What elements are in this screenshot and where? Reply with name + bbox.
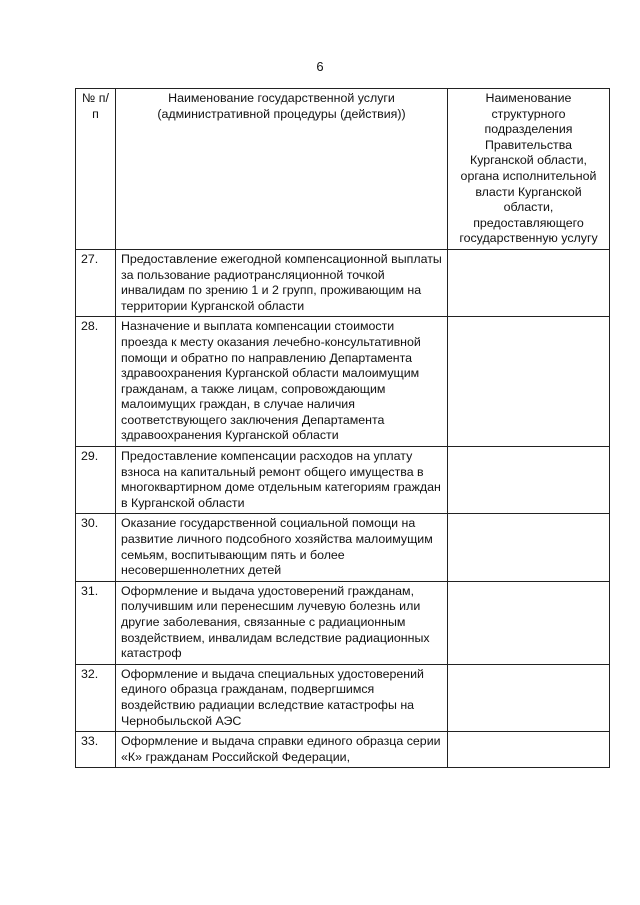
- table-row: [76, 664, 610, 731]
- row-department: [448, 514, 610, 581]
- row-service-name: Предоставление ежегодной компенсационной выплаты за пользование радиотрансляционной точкой инвалидам по зрению 1 и 2 групп, проживающим на территории Курганской области: [116, 249, 448, 316]
- table-row: [76, 514, 610, 581]
- table-row: [76, 581, 610, 664]
- row-number: 27.: [76, 249, 116, 316]
- page-number: 6: [316, 59, 324, 74]
- header-number: № п/п: [76, 89, 116, 250]
- table-row: [76, 249, 610, 316]
- table-row: [76, 447, 610, 514]
- table-row: [76, 317, 610, 447]
- row-service-name: Предоставление компенсации расходов на уплату взноса на капитальный ремонт общего имущества в многоквартирном доме отдельным категориям граждан в Курганской области: [116, 447, 448, 514]
- row-department: [448, 664, 610, 731]
- row-service-name: Оказание государственной социальной помощи на развитие личного подсобного хозяйства малоимущим семьям, воспитывающим пять и более несовершеннолетних детей: [116, 514, 448, 581]
- row-service-name: Оформление и выдача удостоверений гражданам, получившим или перенесшим лучевую болезнь или другие заболевания, связанные с радиационным воздействием, инвалидам вследствие радиационных катастроф: [116, 581, 448, 664]
- row-department: [448, 447, 610, 514]
- row-service-name: Оформление и выдача справки единого образца серии «К» гражданам Российской Федерации,: [116, 732, 448, 768]
- header-service-name: Наименование государственной услуги (административной процедуры (действия)): [116, 89, 448, 250]
- row-number: 31.: [76, 581, 116, 664]
- row-number: 30.: [76, 514, 116, 581]
- row-department: [448, 732, 610, 768]
- row-service-name: Назначение и выплата компенсации стоимости проезда к месту оказания лечебно-консультативной помощи и обратно по направлению Департамента здравоохранения Курганской области малоимущим гражданам, а также лицам, сопровождающим малоимущих граждан, в случае наличия соответствующего заключения Департамента здравоохранения Курганской области: [116, 317, 448, 447]
- table-row: [76, 732, 610, 768]
- row-number: 33.: [76, 732, 116, 768]
- row-number: 32.: [76, 664, 116, 731]
- row-service-name: Оформление и выдача специальных удостоверений единого образца гражданам, подвергшимся воздействию радиации вследствие катастрофы на Чернобыльской АЭС: [116, 664, 448, 731]
- row-department: [448, 581, 610, 664]
- table-header-row: [76, 89, 610, 250]
- row-department: [448, 249, 610, 316]
- row-department: [448, 317, 610, 447]
- header-department: Наименование структурного подразделения Правительства Курганской области, органа исполнительной власти Курганской области, предоставляющего государственную услугу: [448, 89, 610, 250]
- row-number: 28.: [76, 317, 116, 447]
- services-table: [75, 88, 610, 768]
- row-number: 29.: [76, 447, 116, 514]
